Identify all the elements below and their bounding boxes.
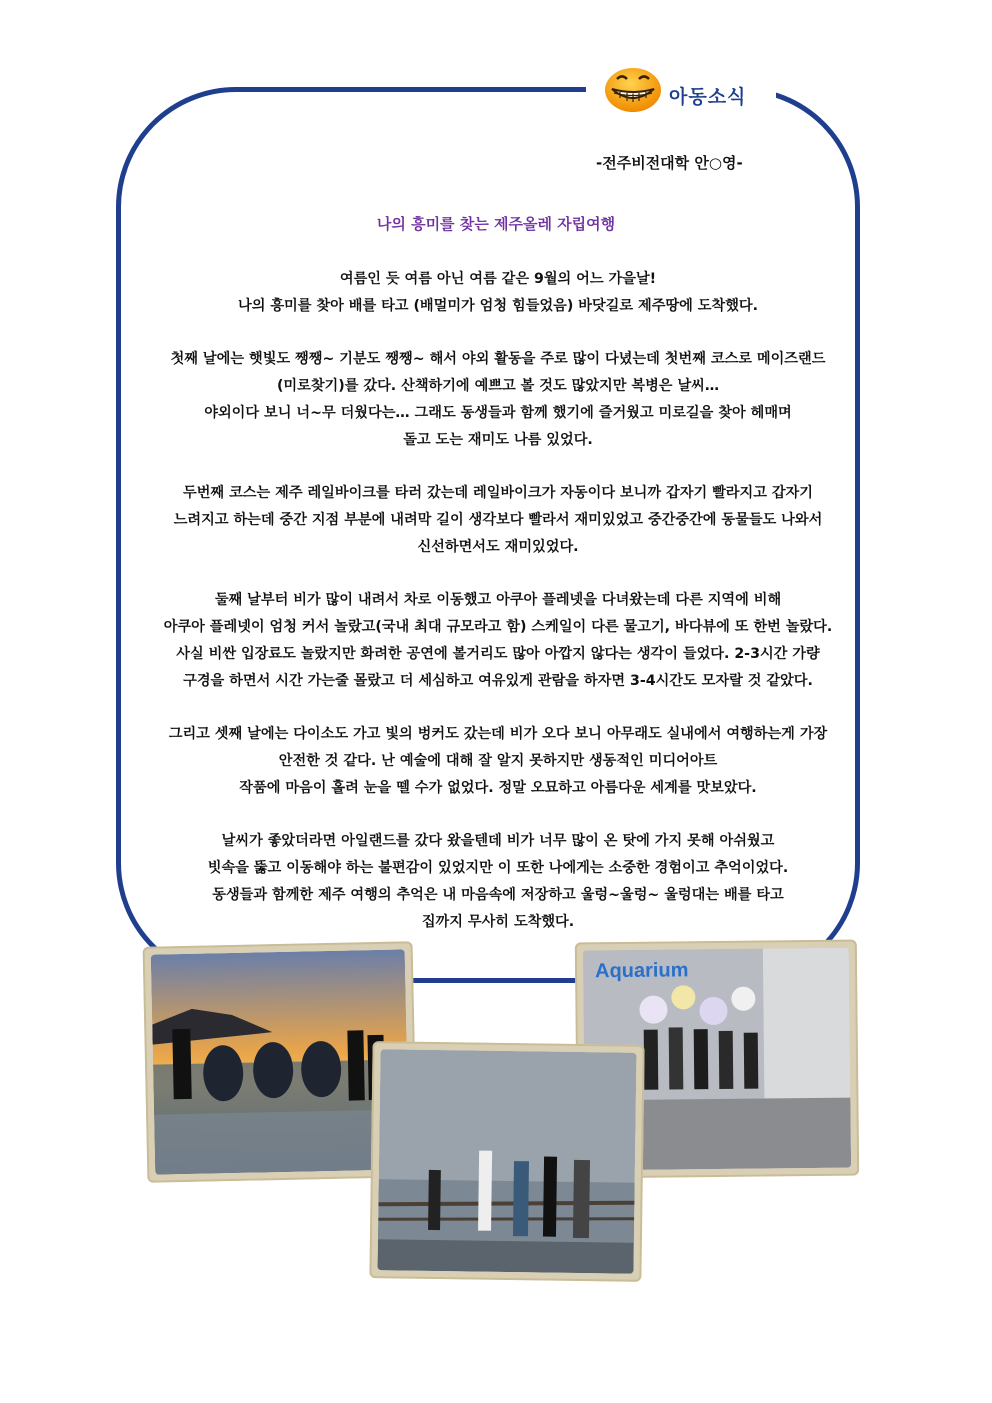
paragraph-2: [128, 346, 868, 454]
text-line: 느려지고 하는데 중간 지점 부분에 내려막 길이 생각보다 빨라서 재미있었고 중간중간에 동물들도 나와서: [173, 512, 823, 528]
text-line: 동생들과 함께한 제주 여행의 추억은 내 마음속에 저장하고 울렁~울렁~ 울렁대는 배를 타고: [212, 887, 784, 903]
text-line: 그리고 셋째 날에는 다이소도 가고 빛의 벙커도 갔는데 비가 오다 보니 아무래도 실내에서 여행하는게 가장: [168, 726, 828, 742]
text-line: 돌고 도는 재미도 나름 있었다.: [403, 432, 593, 448]
text-line: 두번째 코스는 제주 레일바이크를 타러 갔는데 레일바이크가 자동이다 보니까 갑자기 빨라지고 갑자기: [183, 485, 813, 501]
text-line: 빗속을 뚫고 이동해야 하는 불편감이 있었지만 이 또한 나에게는 소중한 경험이고 추억이었다.: [207, 860, 789, 876]
grinning-smiley-icon: [603, 65, 663, 113]
paragraph-4: [128, 587, 868, 695]
article-title: 나의 흥미를 찾는 제주올레 자립여행: [376, 215, 616, 233]
text-line: 집까지 무사히 도착했다.: [421, 914, 575, 930]
seaside-group-photo: [369, 1041, 644, 1282]
aquarium-sign: Aquarium: [594, 959, 689, 983]
text-line: 첫째 날에는 햇빛도 쨍쨍~ 기분도 쨍쨍~ 해서 야외 활동을 주로 많이 다녔는데 첫번째 코스로 메이즈랜드: [170, 351, 826, 367]
seaside-image: [377, 1049, 636, 1274]
paragraph-1: [128, 266, 868, 320]
text-line: 야외이다 보니 너~무 더웠다는… 그래도 동생들과 함께 했기에 즐거웠고 미로길을 찾아 헤매며: [204, 405, 792, 421]
paragraph-5: [128, 721, 868, 802]
text-line: 신선하면서도 재미있었다.: [417, 539, 579, 555]
paragraph-3: [128, 480, 868, 561]
text-line: (미로찾기)를 갔다. 산책하기에 예쁘고 볼 것도 많았지만 복병은 날씨…: [276, 378, 720, 394]
text-line: 아쿠아 플레넷이 엄청 커서 놀랐고(국내 최대 규모라고 함) 스케일이 다른 물고기, 바다뷰에 또 한번 놀랐다.: [163, 619, 833, 635]
paragraph-6: [128, 828, 868, 936]
article-body: [128, 266, 868, 962]
text-line: 나의 흥미를 찾아 배를 타고 (배멀미가 엄청 힘들었음) 바닷길로 제주땅에 도착했다.: [237, 298, 759, 314]
author-line: -전주비전대학 안○영-: [596, 154, 743, 172]
text-line: 둘째 날부터 비가 많이 내려서 차로 이동했고 아쿠아 플레넷을 다녀왔는데 다른 지역에 비해: [214, 592, 782, 608]
text-line: 구경을 하면서 시간 가는줄 몰랐고 더 세심하고 여유있게 관람을 하자면 3-4시간도 모자랄 것 같았다.: [183, 673, 813, 689]
text-line: 여름인 듯 여름 아닌 여름 같은 9월의 어느 가을날!: [339, 271, 657, 287]
text-line: 날씨가 좋았더라면 아일랜드를 갔다 왔을텐데 비가 너무 많이 온 탓에 가지 못해 아쉬웠고: [221, 833, 775, 849]
text-line: 사실 비싼 입장료도 놀랐지만 화려한 공연에 볼거리도 많아 아깝지 않다는 생각이 들었다. 2-3시간 가량: [176, 646, 820, 662]
text-line: 안전한 것 같다. 난 예술에 대해 잘 알지 못하지만 생동적인 미디어아트: [278, 753, 718, 769]
text-line: 작품에 마음이 홀려 눈을 뗄 수가 없었다. 정말 오묘하고 아름다운 세계를 맛보았다.: [239, 780, 757, 796]
section-title: 아동소식: [669, 86, 747, 108]
